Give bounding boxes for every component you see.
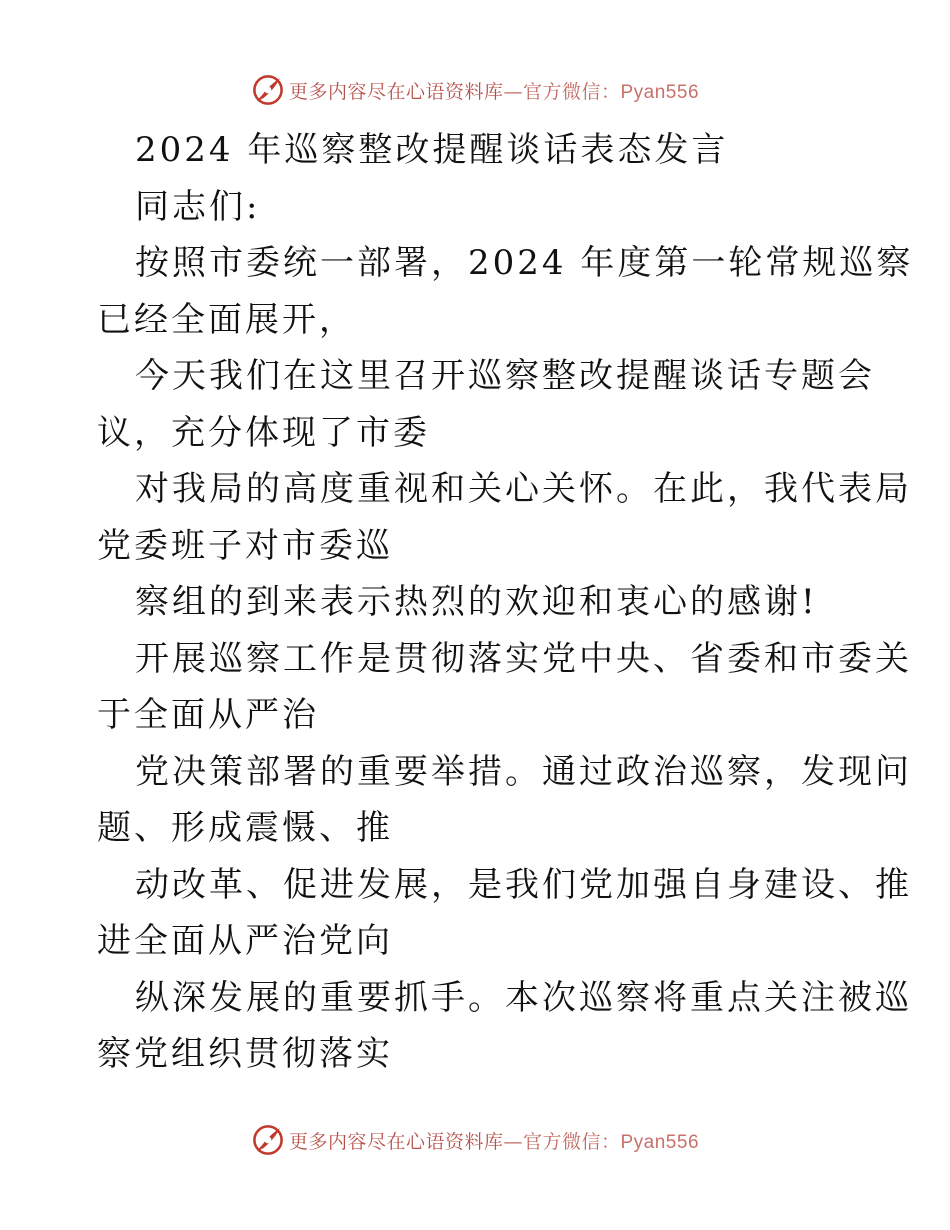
footer-wechat-id: Pyan556 bbox=[620, 1131, 700, 1153]
document-line: 按照市委统一部署，2024 年度第一轮常规巡察 bbox=[135, 243, 914, 283]
document-body bbox=[97, 122, 914, 1083]
document-line: 对我局的高度重视和关心关怀。在此，我代表局 bbox=[135, 469, 912, 509]
document-line: 今天我们在这里召开巡察整改提醒谈话专题会 bbox=[135, 356, 875, 396]
header-watermark bbox=[0, 70, 950, 110]
header-site-text: 更多内容尽在心语资料库 bbox=[288, 80, 504, 103]
document-title: 2024 年巡察整改提醒谈话表态发言 bbox=[135, 130, 729, 170]
document-line: 察党组织贯彻落实 bbox=[97, 1034, 393, 1074]
document-line: 党委班子对市委巡 bbox=[97, 525, 393, 566]
document-line: 于全面从严治 bbox=[97, 695, 319, 735]
header-wechat-id: Pyan556 bbox=[620, 81, 700, 103]
document-line: 党决策部署的重要举措。通过政治巡察，发现问 bbox=[135, 751, 912, 792]
quill-logo-icon bbox=[251, 73, 285, 107]
footer-watermark bbox=[0, 1120, 950, 1160]
document-line: 同志们: bbox=[135, 186, 261, 227]
header-banner-text bbox=[289, 77, 699, 104]
header-separator: — bbox=[503, 80, 523, 103]
document-line: 进全面从严治党向 bbox=[97, 921, 393, 961]
document-line: 察组的到来表示热烈的欢迎和衷心的感谢! bbox=[135, 582, 818, 622]
document-line: 开展巡察工作是贯彻落实党中央、省委和市委关 bbox=[135, 638, 912, 679]
document-line: 题、形成震慑、推 bbox=[97, 808, 393, 848]
quill-logo-icon bbox=[251, 1123, 285, 1157]
document-line: 动改革、促进发展，是我们党加强自身建设、推 bbox=[135, 864, 912, 905]
footer-official-label: 官方微信： bbox=[522, 1130, 621, 1153]
document-line: 纵深发展的重要抓手。本次巡察将重点关注被巡 bbox=[135, 977, 912, 1018]
document-line: 已经全面展开， bbox=[97, 299, 356, 340]
footer-banner-text bbox=[289, 1127, 699, 1154]
footer-separator: — bbox=[503, 1130, 523, 1153]
header-official-label: 官方微信： bbox=[522, 80, 621, 103]
footer-site-text: 更多内容尽在心语资料库 bbox=[288, 1130, 504, 1153]
document-line: 议，充分体现了市委 bbox=[97, 412, 430, 453]
